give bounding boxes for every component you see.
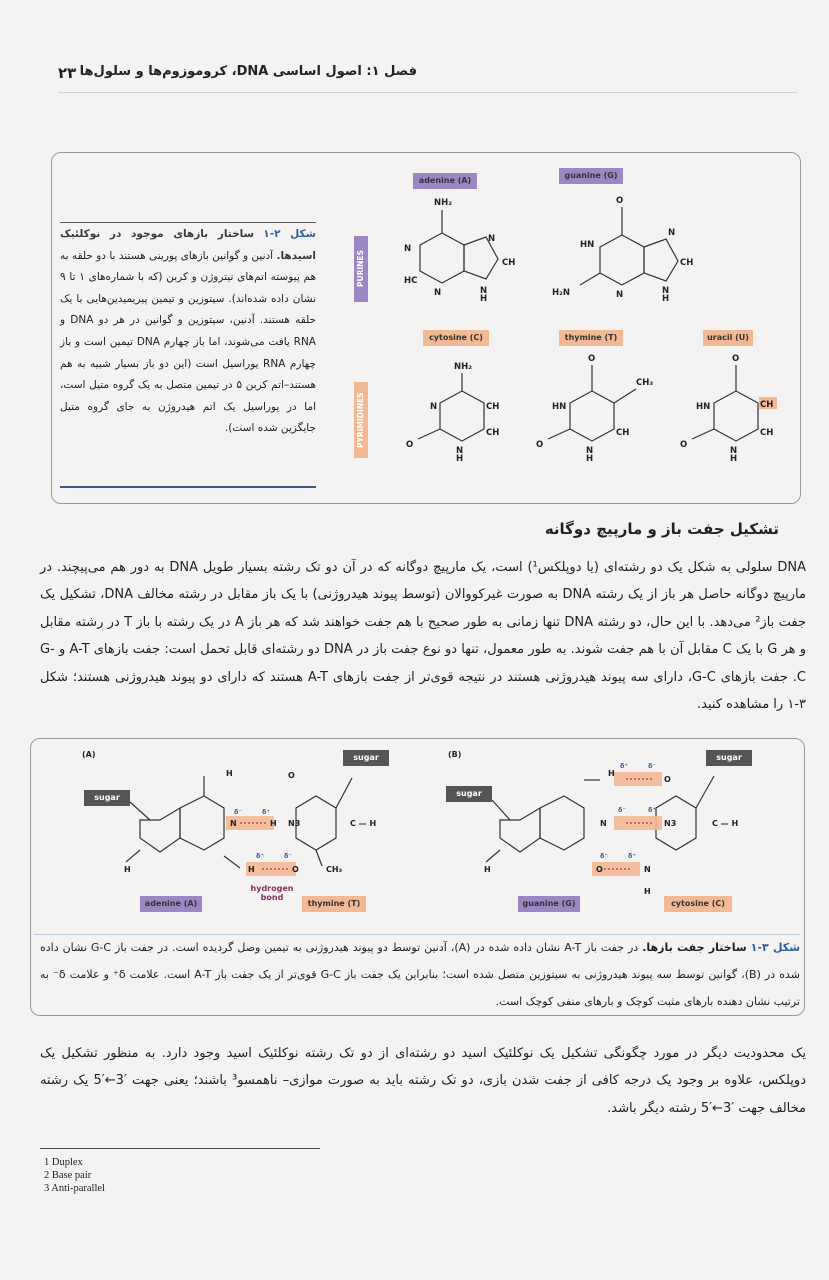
sugar-label-a-left: sugar: [84, 790, 130, 806]
svg-text:CH₃: CH₃: [326, 865, 343, 874]
svg-text:H: H: [480, 294, 488, 304]
base-pairs-diagram: [100, 760, 790, 900]
svg-text:N: N: [430, 402, 438, 412]
panel-a-label: (A): [82, 750, 96, 759]
svg-text:δ⁺: δ⁺: [648, 806, 656, 814]
svg-text:N3: N3: [664, 819, 677, 828]
svg-text:N: N: [488, 234, 496, 244]
svg-text:H: H: [124, 865, 131, 874]
cytosine-label: cytosine (C): [423, 330, 489, 346]
paragraph-2: یک محدودیت دیگر در مورد چگونگی تشکیل یک نوکلئیک اسید دو رشته‌ای از دو تک رشته نوکلئیک اسید وجود دارد. به منظور تشکیل یک دوپلکس، علاوه بر وجود یک درجه کافی از جفت شدن بازی، دو تک رشته باید به صورت موازی– ناهمسو³ باشند؛ یعنی جهت ′3←′5 یک رشته مخالف جهت ′3←′5 رشته دیگر باشد.: [40, 1046, 806, 1116]
svg-text:δ⁺: δ⁺: [628, 852, 636, 860]
svg-text:N: N: [404, 244, 412, 254]
svg-text:O: O: [288, 771, 295, 780]
figure-2-title: ساختار جفت بازها.: [642, 941, 747, 954]
footnote-3: 3 Anti-parallel: [44, 1183, 105, 1194]
hydrogen-bond-label: hydrogen bond: [250, 884, 294, 902]
cytosine-c-label: cytosine (C): [664, 896, 732, 912]
svg-text:HN: HN: [696, 402, 711, 412]
caption-rule-bottom: [60, 486, 316, 488]
svg-text:δ⁻: δ⁻: [234, 808, 242, 816]
svg-text:HN: HN: [580, 240, 595, 250]
header-divider: [58, 92, 797, 93]
svg-text:H: H: [226, 769, 233, 778]
svg-text:H: H: [248, 865, 255, 874]
svg-text:NH₂: NH₂: [454, 362, 472, 372]
paragraph-1: DNA سلولی به شکل یک دو رشته‌ای (یا دوپلکس¹) است، یک مارپیچ دوگانه که در آن دو تک رشته بسیار طویل DNA به دور هم می‌پیچند. در مارپیچ دوگانه حاصل هر باز از یک رشته DNA به صورت غیرکووالان (توسط پیوند هیدروژنی) با یک باز مقابل در رشته مخالف DNA، تشکیل یک جفت باز² می‌دهد. با این حال، دو رشته DNA تنها زمانی به طور صحیح با هم جفت خواهند شد که هر باز A در یک رشته با باز T در رشته مقابل و هر G با یک C مقابل آن با هم جفت شوند. به طور معمول، تنها دو نوع جفت باز در DNA دو رشته‌ای قابل تحمل است: جفت بازهای A-T و G-C. جفت بازهای G-C، دارای سه پیوند هیدروژنی هستند در نتیجه قوی‌تر از جفت بازهای A-T هستند که دارای دو پیوند هیدروژنی هستند؛ شکل ۳-۱ را مشاهده کنید.: [40, 560, 806, 713]
svg-text:H: H: [730, 454, 738, 464]
footnote-2: 2 Base pair: [44, 1170, 92, 1181]
thymine-t-label: thymine (T): [302, 896, 366, 912]
figure-1-caption: [60, 224, 316, 440]
base-structures-diagram: [380, 185, 790, 485]
svg-text:O: O: [292, 865, 299, 874]
svg-text:N: N: [730, 446, 738, 456]
svg-text:N: N: [480, 286, 488, 296]
svg-text:N: N: [230, 819, 237, 828]
svg-text:δ⁻: δ⁻: [648, 762, 656, 770]
svg-text:CH: CH: [502, 258, 516, 268]
svg-text:CH: CH: [760, 400, 774, 410]
svg-text:N: N: [616, 290, 624, 300]
svg-text:CH: CH: [486, 402, 500, 412]
guanine-label: guanine (G): [559, 168, 623, 184]
svg-text:C — H: C — H: [350, 819, 377, 828]
svg-text:δ⁺: δ⁺: [620, 762, 628, 770]
svg-text:N: N: [644, 865, 651, 874]
section-title: تشکیل جفت باز و مارپیچ دوگانه: [544, 520, 779, 538]
sugar-label-b-left: sugar: [446, 786, 492, 802]
page-number: ۲۳: [58, 64, 77, 82]
svg-text:HN: HN: [552, 402, 567, 412]
purines-tab: PURINES: [354, 236, 368, 302]
svg-text:δ⁻: δ⁻: [600, 852, 608, 860]
svg-text:N: N: [662, 286, 670, 296]
svg-text:CH: CH: [616, 428, 630, 438]
svg-text:δ⁻: δ⁻: [284, 852, 292, 860]
svg-text:N: N: [586, 446, 594, 456]
svg-text:δ⁺: δ⁺: [262, 808, 270, 816]
svg-text:H: H: [662, 294, 670, 304]
svg-text:CH₃: CH₃: [636, 378, 654, 388]
svg-text:CH: CH: [680, 258, 694, 268]
sugar-label-b-right: sugar: [706, 750, 752, 766]
svg-text:H: H: [586, 454, 594, 464]
svg-text:O: O: [732, 354, 740, 364]
footnotes: [44, 1156, 105, 1195]
sugar-label-a-right: sugar: [343, 750, 389, 766]
svg-text:N: N: [668, 228, 676, 238]
figure-1-number: شکل ۲-۱: [263, 228, 316, 240]
pyrimidines-tab: PYRIMIDINES: [354, 382, 368, 458]
panel-b-label: (B): [448, 750, 462, 759]
svg-text:O: O: [664, 775, 671, 784]
svg-text:H: H: [456, 454, 464, 464]
adenine-label: adenine (A): [413, 173, 477, 189]
svg-text:O: O: [616, 196, 624, 206]
svg-text:O: O: [680, 440, 688, 450]
svg-text:H: H: [484, 865, 491, 874]
guanine-g-label: guanine (G): [518, 896, 580, 912]
figure-1-body: آدنین و گوانین بازهای پورینی هستند با دو حلقه به هم پیوسته اتم‌های نیتروژن و کربن (که با شماره‌های ۱ تا ۹ نشان داده شده‌اند). سیتوزین و تیمین پیریمیدین‌هایی با یک حلقه هستند. آدنین، سیتوزین و گوانین در هر دو DNA و RNA یافت می‌شوند، اما باز چهارم DNA تیمین است و باز چهارم RNA یوراسیل است (این دو باز بسیار شبیه به هم هستند–اتم کربن ۵ در تیمین متصل به یک گروه متیل است، اما در یوراسیل یک اتم هیدروژن به جای گروه متیل جایگزین شده است).: [60, 249, 317, 435]
thymine-label: thymine (T): [559, 330, 623, 346]
figure-2-caption: [40, 934, 800, 1015]
svg-text:N: N: [434, 288, 442, 298]
svg-text:N: N: [600, 819, 607, 828]
svg-text:O: O: [536, 440, 544, 450]
svg-text:H: H: [608, 769, 615, 778]
svg-text:N: N: [456, 446, 464, 456]
adenine-a-label: adenine (A): [140, 896, 202, 912]
footnote-1: 1 Duplex: [44, 1157, 83, 1168]
svg-text:O: O: [406, 440, 414, 450]
svg-text:CH: CH: [486, 428, 500, 438]
svg-text:H₂N: H₂N: [552, 288, 570, 298]
uracil-label: uracil (U): [703, 330, 753, 346]
svg-text:C — H: C — H: [712, 819, 739, 828]
svg-text:O: O: [588, 354, 596, 364]
svg-text:CH: CH: [760, 428, 774, 438]
svg-text:H: H: [270, 819, 277, 828]
chapter-title: فصل ۱: اصول اساسی DNA، کروموزوم‌ها و سلول‌ها: [79, 64, 417, 79]
footnote-divider: [40, 1148, 320, 1149]
caption-rule-top: [60, 222, 316, 223]
svg-text:NH₂: NH₂: [434, 198, 452, 208]
figure-2-body: در جفت باز A-T نشان داده شده در (A)، آدنین توسط دو پیوند هیدروژنی به تیمین وصل گردیده است. در جفت باز G-C نشان داده شده در (B)، گوانین توسط سه پیوند هیدروژنی به سیتوزین متصل شده است؛ بنابراین یک جفت باز G-C قوی‌تر از یک جفت باز A-T است. علامت δ⁺ و علامت δ⁻ به ترتیب نشان دهنده بارهای مثبت کوچک و بارهای منفی کوچک است.: [40, 941, 801, 1008]
svg-text:O: O: [596, 865, 603, 874]
svg-text:H: H: [644, 887, 651, 896]
svg-text:δ⁻: δ⁻: [618, 806, 626, 814]
figure-2-number: شکل ۳-۱: [750, 941, 801, 954]
svg-text:HC: HC: [404, 276, 418, 286]
svg-text:N3: N3: [288, 819, 301, 828]
figure-1-title: ساختار بازهای موجود در نوکلئیک اسیدها.: [60, 228, 316, 262]
svg-text:δ⁺: δ⁺: [256, 852, 264, 860]
